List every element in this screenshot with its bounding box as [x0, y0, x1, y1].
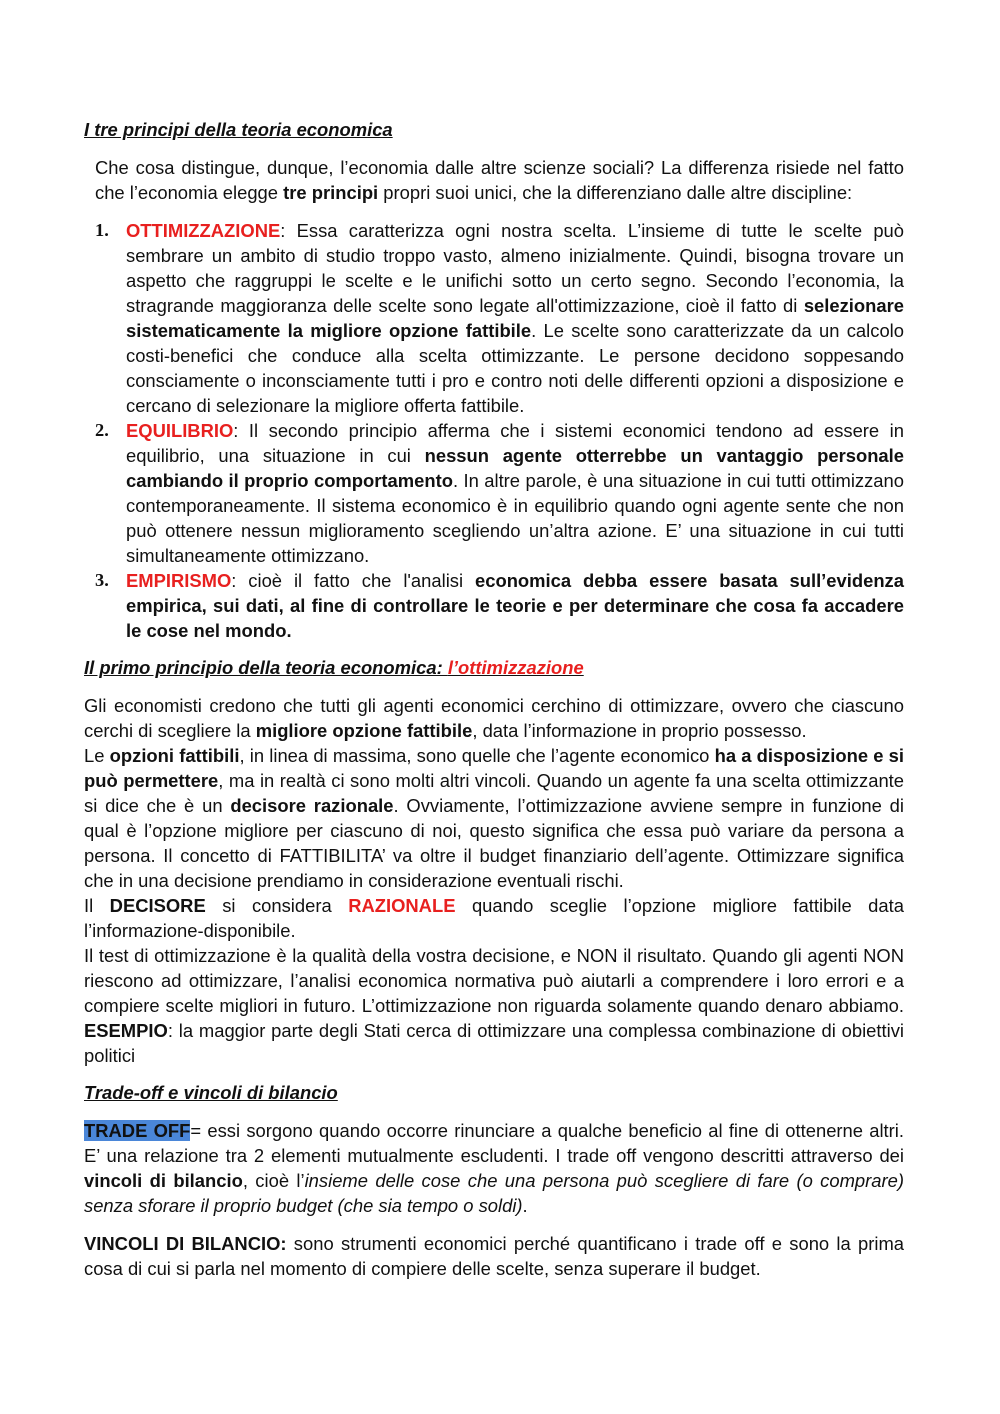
list-item-text: [126, 220, 904, 416]
text-run: Che cosa distingue, dunque, l’economia dalle altre scienze sociali? La differenza risiede nel fatto che l’economia elegge: [95, 157, 904, 203]
text-run: , cioè l’: [242, 1170, 305, 1191]
bold-text: selezionare sistematicamente la migliore opzione fattibile: [126, 295, 904, 341]
list-item: [84, 418, 904, 568]
text-run: . Ovviamente, l’ottimizzazione avviene sempre in funzione di qual è l’opzione migliore per ciascuno di noi, questo significa che essa può variare da persona a persona. Il concetto di FATTIBILITA’ va oltre il budget finanziario dell’agente. Ottimizzare significa che in una decisione prendiamo in considerazione eventuali rischi.: [84, 795, 904, 891]
section-title-prefix: Il primo principio della teoria economica:: [84, 657, 448, 678]
list-number: 2.: [95, 420, 109, 440]
paragraph-trade-off: [84, 1118, 904, 1218]
bold-text: opzioni fattibili: [109, 745, 240, 766]
paragraph: [84, 943, 904, 1068]
bold-text: vincoli di bilancio: [84, 1170, 243, 1191]
text-run: : cioè il fatto che l'analisi: [231, 570, 475, 591]
principles-list: [84, 218, 904, 643]
text-run: Gli economisti credono che tutti gli agenti economici cerchino di ottimizzare, ovvero che ciascuno cerchi di scegliere la: [84, 695, 904, 741]
bold-text: ha a disposizione e si può permettere: [84, 745, 904, 791]
text-run: quando sceglie l’opzione migliore fattibile data l’informazione-disponibile.: [84, 895, 904, 941]
paragraph: [84, 693, 904, 743]
text-run: : Il secondo principio afferma che i sistemi economici tendono ad essere in equilibrio, una situazione in cui: [126, 420, 904, 466]
list-item: [84, 568, 904, 643]
bold-text: migliore opzione fattibile: [255, 720, 473, 741]
list-item-text: [126, 420, 904, 566]
text-run: sono strumenti economici perché quantificano i trade off e sono la prima cosa di cui si parla nel momento di compiere delle scelte, senza superare il budget.: [84, 1233, 904, 1279]
bold-text: VINCOLI DI BILANCIO:: [84, 1233, 287, 1254]
text-run: : la maggior parte degli Stati cerca di ottimizzare una complessa combinazione di obiettivi politici: [84, 1020, 904, 1066]
section-title-tradeoff: Trade-off e vincoli di bilancio: [84, 1082, 338, 1103]
section-title-highlight: l’ottimizzazione: [447, 657, 584, 678]
bold-text: economica debba essere basata sull’evidenza empirica, sui dati, al fine di controllare le teorie e per determinare che cosa fa accadere le cose nel mondo.: [126, 570, 904, 641]
list-item-text: [126, 570, 904, 641]
text-run: . In altre parole, è una situazione in cui tutti ottimizzano contemporaneamente. Il sistema economico è in equilibrio quando ogni agente sente che non può ottenere nessun miglioramento scegliendo un’altra azione. E’ una situazione in cui tutti simultaneamente ottimizzano.: [126, 470, 904, 566]
list-number: 3.: [95, 570, 109, 590]
red-keyword: EQUILIBRIO: [126, 420, 234, 441]
text-run: : Essa caratterizza ogni nostra scelta. L’insieme di tutte le scelte può sembrare un ambito di studio troppo vasto, almeno inizialmente. Quindi, bisogna trovare un aspetto che raggruppi le scelte e le unifichi sotto un certo segno. Secondo l’economia, la stragrande maggioranza delle scelte sono legate all'ottimizzazione, cioè il fatto di: [126, 220, 904, 316]
bold-text: DECISORE: [109, 895, 206, 916]
text-run: , data l’informazione in proprio possesso.: [472, 720, 807, 741]
paragraph: [84, 893, 904, 943]
text-run: si considera: [205, 895, 349, 916]
text-run: , in linea di massima, sono quelle che l’agente economico: [239, 745, 715, 766]
paragraph: [84, 743, 904, 893]
text-run: , ma in realtà ci sono molti altri vincoli. Quando un agente fa una scelta ottimizzante si dice che è un: [84, 770, 905, 816]
section-title-optimization: [84, 655, 904, 680]
list-number: 1.: [95, 220, 109, 240]
paragraph-budget-constraints: [84, 1231, 904, 1281]
red-keyword: EMPIRISMO: [126, 570, 232, 591]
list-item: [84, 218, 904, 418]
text-run: .: [522, 1195, 528, 1216]
text-run: Le: [84, 745, 110, 766]
bold-text: tre principi: [283, 182, 379, 203]
document-content: [84, 117, 904, 1281]
text-run: Il test di ottimizzazione è la qualità della vostra decisione, e NON il risultato. Quando gli agenti NON riescono ad ottimizzare, l’analisi economica normativa può aiutarli a comprendere i loro errori e a compiere scelte migliori in futuro. L’ottimizzazione non riguarda solamente quando denaro abbiamo.: [84, 945, 904, 1016]
text-run: propri suoi unici, che la differenziano dalle altre discipline:: [378, 182, 853, 203]
bold-text: decisore razionale: [230, 795, 394, 816]
text-run: . Le scelte sono caratterizzate da un calcolo costi-benefici che conduce alla scelta ottimizzante. Le persone decidono soppesando consciamente o inconsciamente tutti i pro e contro noti delle differenti opzioni a disposizione e cercano di selezionare la migliore offerta fattibile.: [126, 320, 904, 416]
section-title-principles: I tre principi della teoria economica: [84, 119, 393, 140]
red-keyword: RAZIONALE: [348, 895, 456, 916]
highlighted-term: TRADE OFF: [84, 1120, 191, 1141]
italic-text: insieme delle cose che una persona può scegliere di fare (o comprare) senza sforare il proprio budget (che sia tempo o soldi): [84, 1170, 904, 1216]
text-run: Il: [84, 895, 110, 916]
bold-text: nessun agente otterrebbe un vantaggio personale cambiando il proprio comportamento: [126, 445, 904, 491]
red-keyword: OTTIMIZZAZIONE: [126, 220, 281, 241]
bold-text: ESEMPIO: [84, 1020, 168, 1041]
intro-paragraph: [95, 155, 904, 205]
text-run: = essi sorgono quando occorre rinunciare a qualche beneficio al fine di ottenerne altri. E’ una relazione tra 2 elementi mutualmente escludenti. I trade off vengono descritti attraverso dei: [84, 1120, 904, 1166]
